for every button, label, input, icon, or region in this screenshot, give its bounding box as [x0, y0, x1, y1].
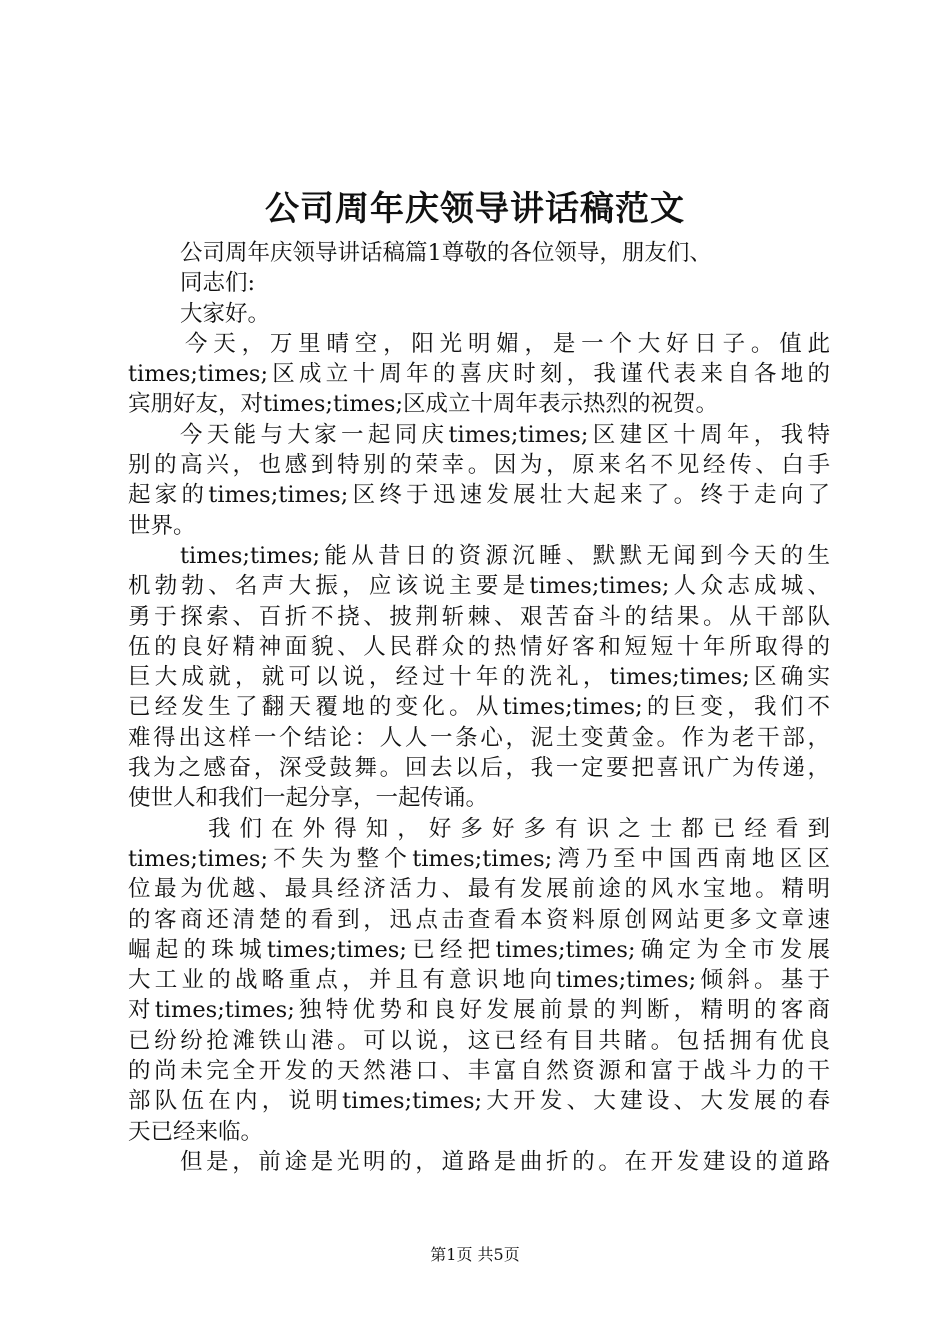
- text-line: 公司周年庆领导讲话稿篇1尊敬的各位领导，朋友们、: [180, 240, 712, 266]
- text-line: 世界。: [128, 512, 196, 539]
- text-line: 同志们:: [180, 270, 256, 297]
- page-footer: 第1页 共5页: [430, 1245, 520, 1264]
- text-line: 伍的良好精神面貌、人民群众的热情好客和短短十年所取得的: [128, 633, 830, 660]
- text-line: 大家好。: [180, 300, 271, 327]
- text-line: 起家的times;times;区终于迅速发展壮大起来了。终于走向了: [128, 482, 830, 509]
- text-line: 今天能与大家一起同庆times;times;区建区十周年，我特: [180, 421, 830, 448]
- text-line: 机勃勃、名声大振，应该说主要是times;times;人众志成城、: [128, 573, 830, 600]
- document-body: [128, 238, 830, 1177]
- text-line: 已纷纷抢滩铁山港。可以说，这已经有目共睹。包括拥有优良: [128, 1027, 830, 1054]
- text-line: 别的高兴，也感到特别的荣幸。因为，原来名不见经传、白手: [128, 452, 830, 479]
- text-line: 位最为优越、最具经济活力、最有发展前途的风水宝地。精明: [128, 876, 830, 903]
- text-line: 但是，前途是光明的，道路是曲折的。在开发建设的道路: [180, 1148, 830, 1175]
- text-line: 的尚未完全开发的天然港口、丰富自然资源和富于战斗力的干: [128, 1058, 830, 1085]
- text-line: times;times;不失为整个times;times;湾乃至中国西南地区区: [128, 845, 830, 872]
- text-line: times;times;区成立十周年的喜庆时刻，我谨代表来自各地的: [128, 361, 830, 388]
- text-line: 已经发生了翻天覆地的变化。从times;times;的巨变，我们不: [128, 694, 830, 721]
- document-title: 公司周年庆领导讲话稿范文: [265, 189, 685, 229]
- text-line: 崛起的珠城times;times;已经把times;times;确定为全市发展: [128, 936, 830, 963]
- text-line: 难得出这样一个结论：人人一条心，泥土变黄金。作为老干部，: [128, 724, 830, 751]
- text-line: times;times;能从昔日的资源沉睡、默默无闻到今天的生: [180, 542, 830, 569]
- text-line: 使世人和我们一起分享，一起传诵。: [128, 785, 489, 812]
- text-line: 巨大成就，就可以说，经过十年的洗礼，times;times;区确实: [128, 664, 830, 691]
- text-line: 勇于探索、百折不挠、披荆斩棘、艰苦奋斗的结果。从干部队: [128, 603, 830, 630]
- text-line: 我们在外得知，好多好多有识之士都已经看到: [208, 815, 830, 842]
- text-line: 天已经来临。: [128, 1118, 264, 1145]
- text-line: 今天，万里晴空，阳光明媚，是一个大好日子。值此: [185, 330, 830, 357]
- text-line: 大工业的战略重点，并且有意识地向times;times;倾斜。基于: [128, 967, 830, 994]
- text-line: 部队伍在内，说明times;times;大开发、大建设、大发展的春: [128, 1088, 830, 1115]
- text-line: 我为之感奋，深受鼓舞。回去以后，我一定要把喜讯广为传递，: [128, 755, 830, 782]
- text-line: 宾朋好友，对times;times;区成立十周年表示热烈的祝贺。: [128, 391, 719, 418]
- text-line: 对times;times;独特优势和良好发展前景的判断，精明的客商: [128, 997, 830, 1024]
- text-line: 的客商还清楚的看到，迅点击查看本资料原创网站更多文章速: [128, 906, 830, 933]
